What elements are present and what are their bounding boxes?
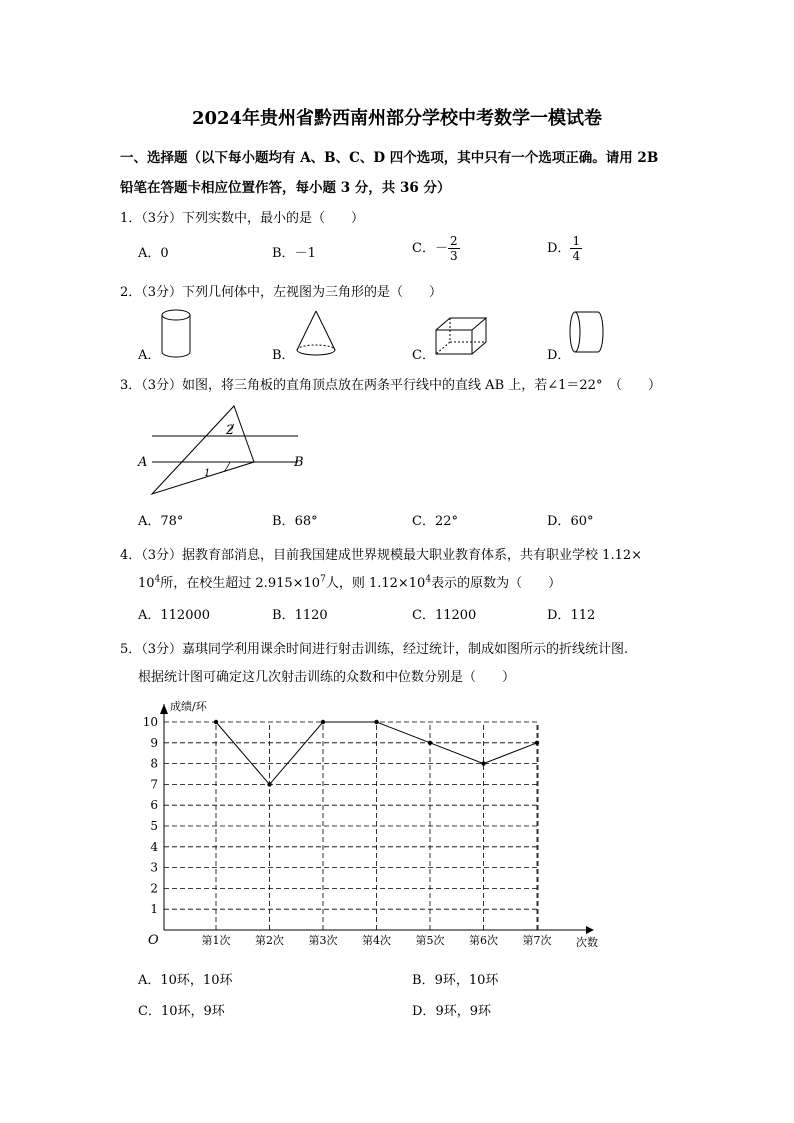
data-point [481, 761, 485, 765]
option-text: 9环，10环 [434, 973, 499, 988]
y-tick-labels [143, 715, 159, 916]
x-tick-label: 第4次 [362, 934, 391, 947]
y-axis-arrow-icon [160, 704, 168, 714]
section-heading-line1: 一、选择题（以下每小题均有 A、B、C、D 四个选项，其中只有一个选项正确。请用 2B [120, 150, 659, 166]
option-letter: A． [138, 514, 161, 529]
option-letter: D． [547, 241, 571, 256]
option-letter: B． [272, 608, 295, 623]
x-axis-label: 次数 [576, 936, 598, 949]
exponent: 4 [154, 574, 161, 585]
option-letter: B． [272, 348, 295, 363]
page-title: 2024年贵州省黔西南州部分学校中考数学一模试卷 [191, 108, 603, 129]
q5-stem-line1: 5．（3分）嘉琪同学利用课余时间进行射击训练，经过统计，制成如图所示的折线统计图. [120, 642, 629, 657]
fraction [448, 234, 460, 263]
q3-option-a[interactable] [138, 510, 183, 529]
chart-grid [164, 722, 538, 930]
fraction [570, 234, 582, 263]
q4-option-c[interactable] [412, 604, 476, 623]
y-tick-label: 5 [150, 819, 158, 833]
x-tick-label: 第7次 [522, 934, 552, 947]
parallel-lines-triangle-figure [136, 398, 316, 502]
q1-option-d[interactable] [547, 234, 582, 263]
text: 表示的原数为（ ） [431, 576, 562, 591]
text: 人，则 1.12×10 [325, 576, 426, 591]
option-letter: D． [412, 1004, 436, 1019]
label-b: B [294, 455, 304, 470]
angle-label-1: 1 [204, 468, 211, 479]
option-letter: C． [138, 1004, 161, 1019]
q5-stem-line2: 根据统计图可确定这几次射击训练的众数和中位数分别是（ ） [138, 670, 516, 685]
option-letter: C． [412, 241, 435, 256]
q3-option-c[interactable] [412, 510, 458, 529]
option-letter: A． [138, 348, 161, 363]
q2-option-b[interactable] [272, 344, 295, 363]
q1-option-b[interactable] [272, 242, 316, 261]
option-text: 1120 [294, 608, 328, 623]
data-point [214, 720, 218, 724]
x-tick-labels [202, 933, 552, 947]
fraction-numerator: 1 [572, 234, 581, 248]
x-axis-arrow-icon [586, 926, 594, 934]
x-tick-label: 第1次 [201, 934, 231, 947]
label-a: A [138, 455, 148, 470]
lying-cylinder-icon [566, 308, 606, 360]
option-text: 78° [160, 514, 184, 529]
option-letter: A． [138, 608, 161, 623]
option-letter: C． [412, 348, 435, 363]
y-axis-label: 成绩/环 [170, 700, 207, 713]
section-heading-line2: 铅笔在答题卡相应位置作答，每小题 3 分，共 36 分） [120, 180, 451, 196]
x-tick-label: 第5次 [415, 934, 445, 947]
y-tick-label: 7 [150, 777, 158, 792]
option-text: 112 [570, 608, 596, 623]
chart-axes [160, 704, 594, 934]
option-text: 68° [294, 514, 318, 529]
option-text: 10环，10环 [160, 973, 233, 988]
option-letter: B． [412, 973, 435, 988]
option-text: 11200 [434, 608, 477, 623]
q3-option-d[interactable] [547, 510, 593, 529]
data-point [374, 720, 378, 724]
option-sign: － [434, 241, 448, 256]
data-point [321, 720, 325, 724]
fraction-denominator: 4 [572, 249, 581, 263]
cylinder-icon [158, 308, 194, 360]
exponent: 4 [425, 574, 432, 585]
q4-stem-line2 [138, 572, 561, 591]
option-text: 0 [160, 246, 169, 261]
q2-option-c[interactable] [412, 344, 435, 363]
q4-stem-line1: 4．（3分）据教育部消息，目前我国建成世界规模最大职业教育体系，共有职业学校 1.12× [120, 548, 643, 563]
option-letter: C． [412, 608, 435, 623]
q3-option-b[interactable] [272, 510, 318, 529]
fraction-denominator: 3 [449, 249, 458, 263]
q3-stem: 3．（3分）如图，将三角板的直角顶点放在两条平行线中的直线 AB 上，若∠1＝22° （ ） [120, 378, 661, 393]
y-tick-label: 3 [150, 860, 158, 875]
fraction-numerator: 2 [449, 234, 458, 248]
q2-stem: 2．（3分）下列几何体中，左视图为三角形的是（ ） [120, 285, 443, 300]
cone-icon [293, 308, 339, 360]
angle-label-2: 2 [226, 423, 235, 438]
option-text: 112000 [160, 608, 211, 623]
q1-stem: 1．（3分）下列实数中，最小的是（ ） [120, 211, 365, 226]
q4-option-d[interactable] [547, 604, 595, 623]
option-text: 60° [570, 514, 594, 529]
text: 10 [138, 576, 155, 591]
option-letter: B． [272, 246, 295, 261]
q1-option-c[interactable] [412, 234, 460, 263]
q5-option-a[interactable] [138, 969, 232, 988]
option-letter: A． [138, 246, 161, 261]
option-text: －1 [294, 246, 316, 261]
exponent: 7 [320, 574, 326, 585]
data-point [535, 741, 539, 745]
q4-option-b[interactable] [272, 604, 328, 623]
q4-option-a[interactable] [138, 604, 210, 623]
option-letter: B． [272, 514, 295, 529]
q5-option-c[interactable] [138, 1000, 225, 1019]
y-tick-label: 4 [150, 839, 158, 854]
q5-option-d[interactable] [412, 1000, 491, 1019]
y-tick-label: 8 [150, 756, 158, 771]
option-letter: D． [547, 514, 571, 529]
y-tick-label: 1 [150, 902, 158, 917]
option-text: 10环，9环 [160, 1004, 225, 1019]
x-tick-label: 第6次 [469, 934, 498, 947]
q1-option-a[interactable] [138, 242, 169, 261]
text: 所，在校生超过 2.915×10 [160, 576, 321, 591]
origin-label: O [148, 933, 159, 948]
cuboid-icon [434, 314, 488, 358]
x-tick-label: 第3次 [308, 934, 338, 947]
option-letter: C． [412, 514, 435, 529]
y-tick-label: 6 [150, 798, 158, 813]
x-tick-label: 第2次 [255, 934, 284, 947]
option-text: 22° [434, 514, 458, 529]
option-letter: D． [547, 348, 571, 363]
data-point [267, 782, 271, 786]
option-letter: D． [547, 608, 571, 623]
option-text: 9环，9环 [435, 1004, 491, 1019]
y-tick-label: 2 [150, 881, 158, 896]
q5-option-b[interactable] [412, 969, 498, 988]
y-tick-label: 9 [150, 735, 158, 750]
score-line-chart [130, 692, 620, 956]
y-tick-label: 10 [142, 715, 158, 729]
option-letter: A． [138, 973, 161, 988]
data-point [428, 741, 432, 745]
